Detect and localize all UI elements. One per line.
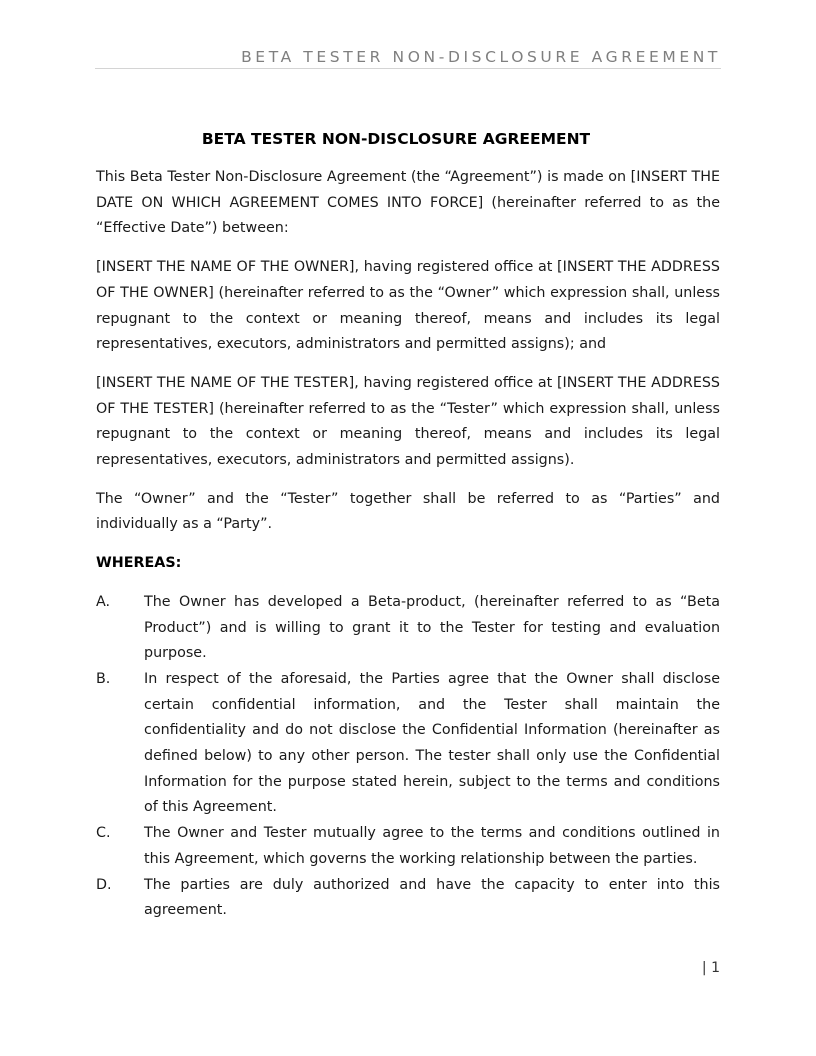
header-divider	[95, 68, 721, 69]
intro-paragraph: This Beta Tester Non-Disclosure Agreement (the “Agreement”) is made on [INSERT THE DATE ON WHICH AGREEMENT COMES INTO FORCE] (hereinafter referred to as the “Effective Date”) between:	[96, 169, 720, 237]
whereas-heading: WHEREAS:	[96, 555, 182, 572]
recital-item	[96, 667, 720, 821]
recital-item	[96, 821, 720, 872]
recital-text: The Owner has developed a Beta-product, (hereinafter referred to as “Beta Product”) and is willing to grant it to the Tester for testing and evaluation purpose.	[144, 593, 720, 662]
running-header: BETA TESTER NON-DISCLOSURE AGREEMENT	[241, 48, 721, 66]
page-number: | 1	[701, 960, 720, 976]
recital-text: The Owner and Tester mutually agree to the terms and conditions outlined in this Agreement, which governs the working relationship between the parties.	[144, 825, 720, 867]
recital-text: The parties are duly authorized and have the capacity to enter into this agreement.	[144, 876, 720, 919]
recital-letter: A.	[96, 593, 111, 610]
recital-item	[96, 590, 720, 667]
recital-letter: B.	[96, 670, 111, 687]
document-title: BETA TESTER NON-DISCLOSURE AGREEMENT	[201, 130, 591, 148]
document-body	[96, 127, 720, 924]
recital-text: In respect of the aforesaid, the Parties agree that the Owner shall disclose certain confidential information, and the Tester shall maintain the confidentiality and do not disclose the Confidential Information (hereinafter as defined below) to any other person. The tester shall only use the Confidential Information for the purpose stated herein, subject to the terms and conditions of this Agreement.	[144, 670, 720, 816]
recital-item	[96, 873, 720, 924]
recital-letter: C.	[96, 825, 111, 842]
parties-definition-paragraph: The “Owner” and the “Tester” together shall be referred to as “Parties” and individually as a “Party”.	[96, 490, 720, 533]
recitals-list	[96, 590, 720, 924]
tester-party-paragraph: [INSERT THE NAME OF THE TESTER], having registered office at [INSERT THE ADDRESS OF THE TESTER] (hereinafter referred to as the “Tester” which expression shall, unless repugnant to the context or meaning thereof, means and includes its legal representatives, executors, administrators and permitted assigns).	[96, 374, 720, 469]
recital-letter: D.	[96, 876, 112, 893]
owner-party-paragraph: [INSERT THE NAME OF THE OWNER], having registered office at [INSERT THE ADDRESS OF THE OWNER] (hereinafter referred to as the “Owner” which expression shall, unless repugnant to the context or meaning thereof, means and includes its legal representatives, executors, administrators and permitted assigns); and	[96, 259, 720, 353]
